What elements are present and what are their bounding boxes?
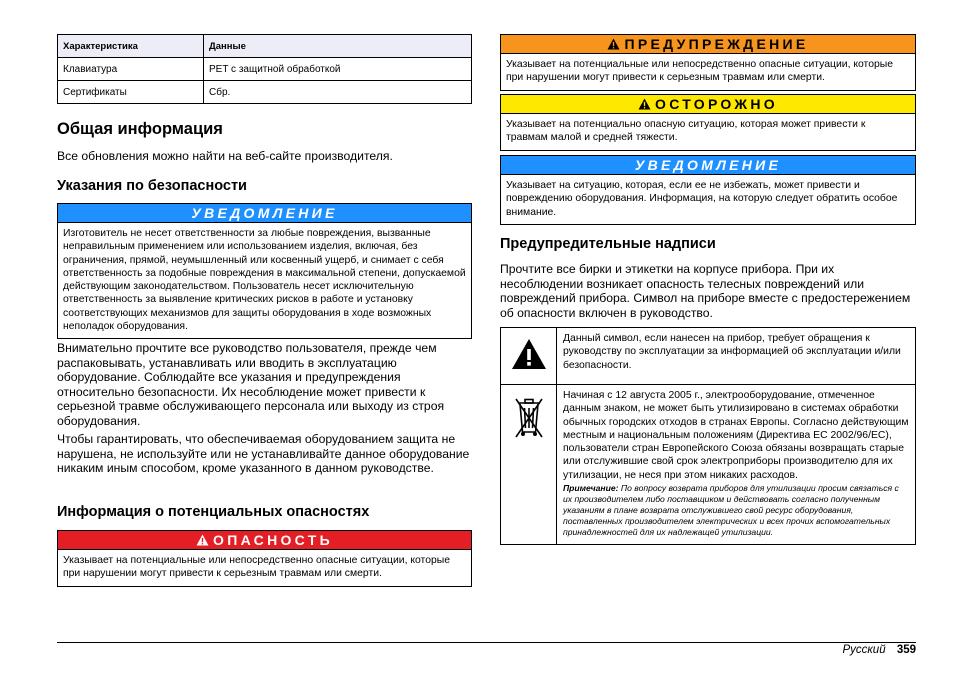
safety-paragraph-1: Внимательно прочтите все руководство пользователя, прежде чем распаковывать, устанавливать или вводить в эксплуатацию оборудование. Соблюдайте все указания и предупреждения относительно безопасности. Их несоблюдение может привести к серьезной травме обслуживающего персонала или выходу из строя оборудования. [57, 341, 445, 428]
spec-header-characteristic: Характеристика [58, 35, 204, 58]
notice-text: Указывает на ситуацию, которая, если ее не избежать, может привести и повреждению оборудования. Информация, на которую следует обратить особое внимание. [506, 180, 898, 218]
table-row [501, 384, 915, 544]
labels-heading: Предупредительные надписи [500, 236, 716, 252]
spec-cell: Сертификаты [58, 81, 204, 104]
caution-box [500, 94, 916, 151]
spec-cell: Сбр. [204, 81, 472, 104]
table-row [501, 328, 915, 384]
note-text: По вопросу возврата приборов для утилизации просим связаться с их производителем либо поставщиком и действовать согласно полученным указаниям в плане возврата отслужившего свой ресурс оборудования, поставленных производителем электрических и всех прочих вспомогательных принадлежностей для их надлежащей утилизации. [563, 483, 899, 538]
spec-table-header [58, 35, 472, 58]
warning-triangle-icon [607, 38, 620, 50]
spec-cell: Клавиатура [58, 58, 204, 81]
warning-header [501, 35, 915, 54]
notice-header: УВЕДОМЛЕНИЕ [58, 204, 471, 223]
warning-text: Указывает на потенциальные или непосредственно опасные ситуации, которые при нарушении могут привести к серьезным травмам или смерти. [506, 59, 894, 84]
labels-text: Прочтите все бирки и этикетки на корпусе прибора. При их несоблюдении возникает опасность телесных повреждений или повреждений прибора. Символ на приборе вместе с предостережением об опасности включен в руководство. [500, 262, 911, 320]
right-column [500, 0, 916, 673]
caution-header [501, 95, 915, 114]
weee-text: Начиная с 12 августа 2005 г., электрооборудование, отмеченное данным знаком, не может быть утилизировано в системах обработки обычных городских отходов в странах Европы. Согласно действующим местным и национальным положениям (Директива ЕС 2002/96/EC), пользователи стран Европейского Союза обязаны возвращать старые или отслужившие свой срок электроприборы производителю для их утилизации, не неся при этом никаких расходов. [563, 390, 909, 481]
hazards-heading: Информация о потенциальных опасностях [57, 504, 370, 520]
footer-divider [57, 642, 916, 643]
page-number: 359 [896, 644, 916, 656]
safety-notice-box [57, 203, 472, 339]
danger-header [58, 531, 471, 550]
warning-triangle-icon [196, 534, 209, 546]
spec-cell: PET с защитной обработкой [204, 58, 472, 81]
symbols-table [500, 327, 916, 545]
notice-text: Изготовитель не несет ответственности за любые повреждения, вызванные неправильным применением или использованием изделия, включая, без ограничения, прямой, неумышленный или косвенный ущерб, и снимает с себя ответственность за подобные повреждения в максимальной степени, допускаемой действующим законодательством. Пользователь несет исключительную ответственность за выявление критических рисков в работе и установку соответствующих механизмов для защиты оборудования в ходе возможных неполадок оборудования. [63, 228, 466, 333]
symbol-cell [501, 328, 557, 384]
general-info-text: Все обновления можно найти на веб-сайте производителя. [57, 149, 393, 163]
notice-header: УВЕДОМЛЕНИЕ [501, 156, 915, 175]
danger-box [57, 530, 472, 587]
safety-heading: Указания по безопасности [57, 178, 247, 194]
footer-language: Русский [842, 644, 886, 656]
note-label: Примечание: [563, 483, 619, 494]
warning-triangle-icon [638, 98, 651, 110]
symbol-description: Данный символ, если нанесен на прибор, требует обращения к руководству по эксплуатации за информацией об эксплуатации и/или безопасности. [563, 333, 901, 371]
table-row [58, 58, 472, 81]
caution-header-label: ОСТОРОЖНО [655, 96, 778, 112]
weee-note [563, 483, 910, 538]
left-column [57, 0, 472, 673]
warning-triangle-icon [511, 338, 547, 370]
safety-paragraph-2: Чтобы гарантировать, что обеспечиваемая оборудованием защита не нарушена, не используйте или не устанавливайте данное оборудование никаким иным способом, кроме указанного в данном руководстве. [57, 432, 470, 476]
spec-table [57, 34, 472, 104]
symbol-description [557, 385, 915, 544]
general-info-heading: Общая информация [57, 120, 223, 138]
warning-box [500, 34, 916, 91]
crossed-out-wheelie-bin-icon [514, 395, 544, 443]
caution-text: Указывает на потенциально опасную ситуацию, которая может привести к травмам малой и средней тяжести. [506, 119, 866, 144]
page-footer [842, 644, 916, 656]
danger-text: Указывает на потенциальные или непосредственно опасные ситуации, которые при нарушении могут привести к серьезным травмам или смерти. [63, 555, 451, 580]
notice-box [500, 155, 916, 225]
symbol-cell [501, 385, 557, 544]
table-row [58, 81, 472, 104]
warning-header-label: ПРЕДУПРЕЖДЕНИЕ [624, 36, 809, 52]
danger-header-label: ОПАСНОСТЬ [213, 532, 333, 548]
spec-header-data: Данные [204, 35, 472, 58]
